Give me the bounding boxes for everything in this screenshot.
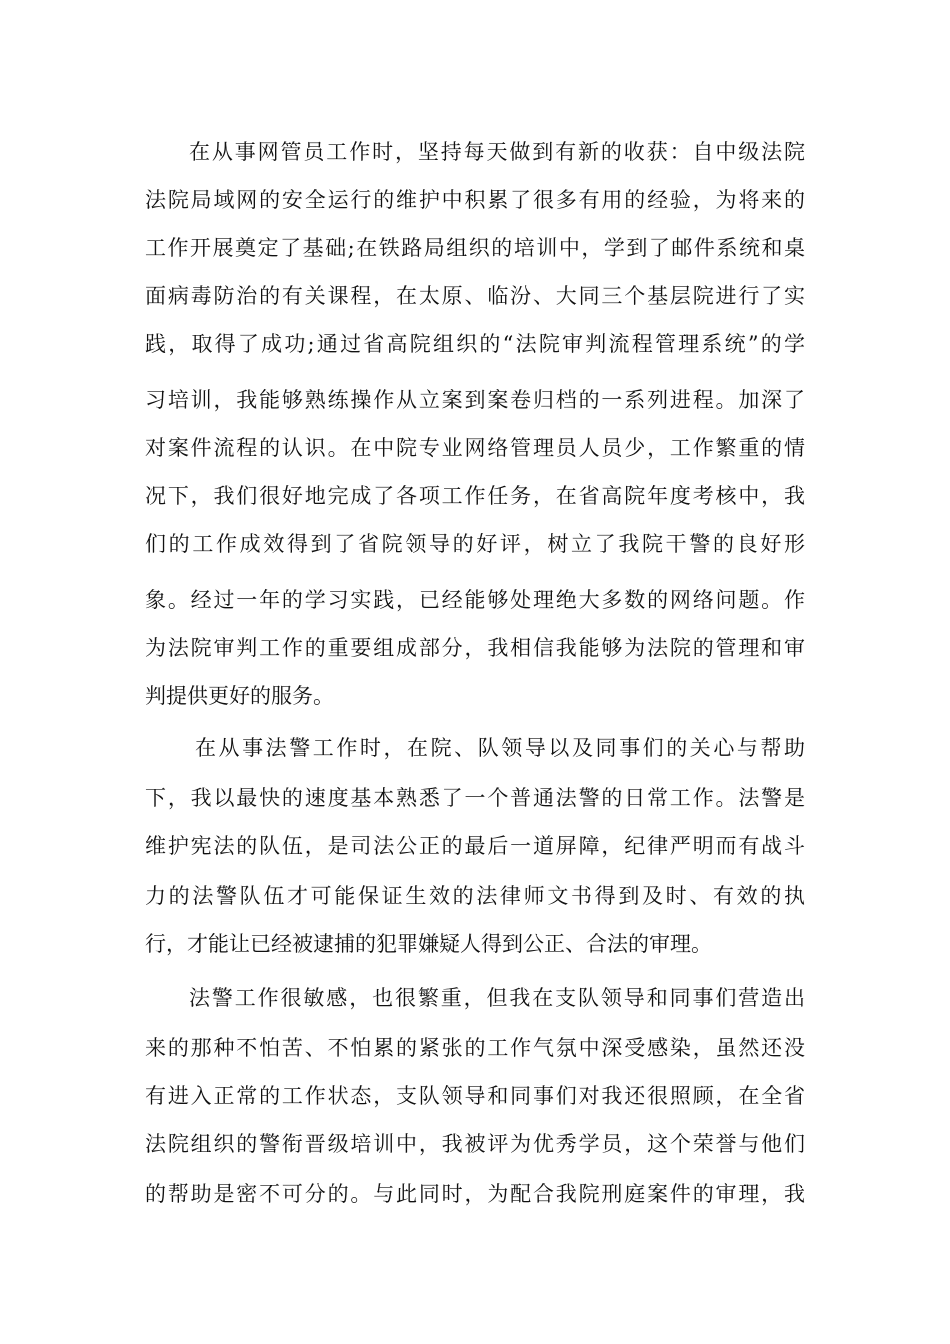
paragraph-1-line-1: 在从事网管员工作时，坚持每天做到有新的收获：自中级法院 xyxy=(189,140,805,164)
paragraph-1-line-2: 法院局域网的安全运行的维护中积累了很多有用的经验，为将来的 xyxy=(145,188,805,212)
paragraph-1-line-6: 习培训，我能够熟练操作从立案到案卷归档的一系列进程。加深了 xyxy=(145,388,805,412)
paragraph-2-line-5: 行，才能让已经被逮捕的犯罪嫌疑人得到公正、合法的审理。 xyxy=(145,932,712,956)
paragraph-3-line-3: 有进入正常的工作状态，支队领导和同事们对我还很照顾，在全省 xyxy=(145,1084,805,1108)
paragraph-1-line-10: 象。经过一年的学习实践，已经能够处理绝大多数的网络问题。作 xyxy=(145,588,805,612)
paragraph-1-line-11: 为法院审判工作的重要组成部分，我相信我能够为法院的管理和审 xyxy=(145,636,805,660)
paragraph-3-line-4: 法院组织的警衔晋级培训中，我被评为优秀学员，这个荣誉与他们 xyxy=(145,1132,805,1156)
paragraph-1-line-7: 对案件流程的认识。在中院专业网络管理员人员少，工作繁重的情 xyxy=(145,436,805,460)
paragraph-2-line-4: 力的法警队伍才可能保证生效的法律师文书得到及时、有效的执 xyxy=(145,884,805,908)
paragraph-1-line-5: 践，取得了成功;通过省高院组织的“法院审判流程管理系统”的学 xyxy=(145,332,805,356)
paragraph-2-line-1: 在从事法警工作时，在院、队领导以及同事们的关心与帮助 xyxy=(195,736,805,760)
paragraph-1-line-12: 判提供更好的服务。 xyxy=(145,684,334,708)
paragraph-3-line-5: 的帮助是密不可分的。与此同时，为配合我院刑庭案件的审理，我 xyxy=(145,1182,805,1206)
paragraph-1-line-3: 工作开展奠定了基础;在铁路局组织的培训中，学到了邮件系统和桌 xyxy=(145,236,805,260)
paragraph-2-line-3: 维护宪法的队伍，是司法公正的最后一道屏障，纪律严明而有战斗 xyxy=(145,834,805,858)
paragraph-2-line-2: 下，我以最快的速度基本熟悉了一个普通法警的日常工作。法警是 xyxy=(145,786,805,810)
paragraph-1-line-8: 况下，我们很好地完成了各项工作任务，在省高院年度考核中，我 xyxy=(145,484,805,508)
paragraph-1-line-4: 面病毒防治的有关课程，在太原、临汾、大同三个基层院进行了实 xyxy=(145,284,805,308)
paragraph-3-line-1: 法警工作很敏感，也很繁重，但我在支队领导和同事们营造出 xyxy=(189,986,805,1010)
paragraph-3-line-2: 来的那种不怕苦、不怕累的紧张的工作气氛中深受感染，虽然还没 xyxy=(145,1036,805,1060)
paragraph-1-line-9: 们的工作成效得到了省院领导的好评，树立了我院干警的良好形 xyxy=(145,532,805,556)
